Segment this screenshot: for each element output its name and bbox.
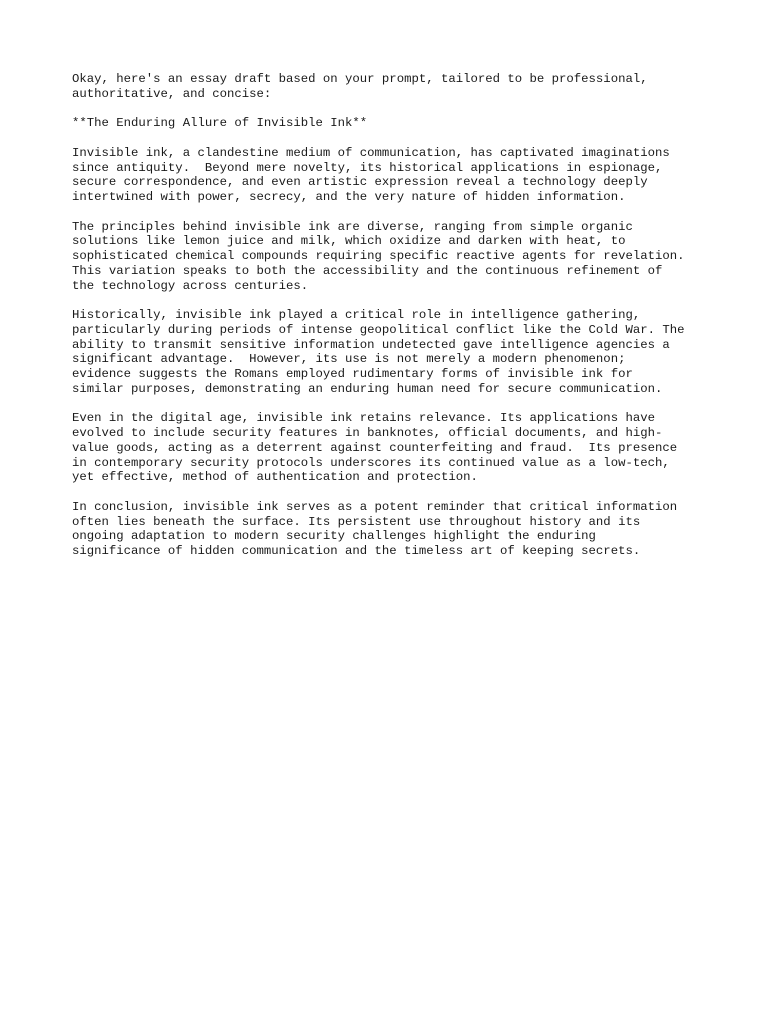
document-page: [72, 72, 712, 574]
paragraph-4: Even in the digital age, invisible ink retains relevance. Its applications have evolved to include security features in banknotes, official documents, and high- value goods, acting as a deterrent against counterfeiting and fraud. Its presence in contemporary security protocols underscores its continued value as a low-tech, yet effective, method of authentication and protection.: [72, 411, 678, 485]
essay-title: **The Enduring Allure of Invisible Ink**: [72, 116, 368, 131]
intro-text: Okay, here's an essay draft based on your prompt, tailored to be professional, authoritative, and concise:: [72, 72, 648, 101]
paragraph-3: Historically, invisible ink played a critical role in intelligence gathering, particularly during periods of intense geopolitical conflict like the Cold War. The ability to transmit sensitive information undetected gave intelligence agencies a significant advantage. However, its use is not merely a modern phenomenon; evidence suggests the Romans employed rudimentary forms of invisible ink for similar purposes, demonstrating an enduring human need for secure communication.: [72, 308, 685, 396]
paragraph-5: In conclusion, invisible ink serves as a potent reminder that critical information often lies beneath the surface. Its persistent use throughout history and its ongoing adaptation to modern security challenges highlight the enduring significance of hidden communication and the timeless art of keeping secrets.: [72, 499, 678, 558]
paragraph-1: Invisible ink, a clandestine medium of communication, has captivated imaginations since antiquity. Beyond mere novelty, its historical applications in espionage, secure correspondence, and even artistic expression reveal a technology deeply intertwined with power, secrecy, and the very nature of hidden information.: [72, 145, 670, 204]
paragraph-2: The principles behind invisible ink are diverse, ranging from simple organic solutions like lemon juice and milk, which oxidize and darken with heat, to sophisticated chemical compounds requiring specific reactive agents for revelation. This variation speaks to both the accessibility and the continuous refinement of the technology across centuries.: [72, 219, 685, 293]
